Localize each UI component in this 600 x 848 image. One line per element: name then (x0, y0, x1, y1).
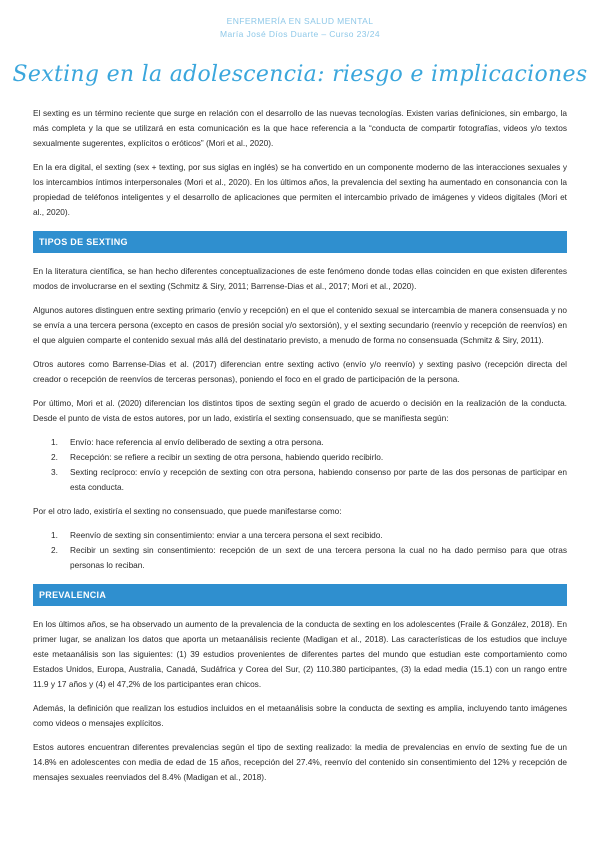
document-body (33, 106, 567, 785)
consensual-sexting-list (33, 435, 567, 495)
intro-paragraph-1: El sexting es un término reciente que surge en relación con el desarrollo de las nuevas tecnologías. Existen varias definiciones, sin embargo, la más completa y la que se utilizará en esta comunicación es la que hace referencia a la “conducta de compartir fotografías, videos y/o textos sexualmente sugerentes, explícitos o eróticos” (Mori et al., 2020). (33, 108, 567, 148)
document-title: Sexting en la adolescencia: riesgo e implicaciones (12, 62, 588, 87)
intro-paragraph-2: En la era digital, el sexting (sex + texting, por sus siglas en inglés) se ha convertido en un componente moderno de las interacciones sexuales y los intercambios íntimos interpersonales (Mori et al., 2020). En los últimos años, la prevalencia del sexting ha aumentado en consonancia con la propiedad de teléfonos inteligentes y el desarrollo de aplicaciones que permiten el intercambio privado de imágenes y videos digitales (Mori et al., 2020). (33, 162, 567, 217)
tipos-paragraph-2: Algunos autores distinguen entre sexting primario (envío y recepción) en el que el contenido sexual se intercambia de manera consensuada y no se envía a una tercera persona (excepto en casos de presión social y/o sextorsión), y el sexting secundario (reenvío y recepción de reenvíos) en el que alguien comparte el contenido sexual más allá del destinatario previsto, a menudo de forma no consensuada (Schmitz & Siry, 2011). (33, 305, 567, 345)
header-author-line: María José Díos Duarte – Curso 23/24 (220, 29, 380, 39)
tipos-paragraph-1: En la literatura científica, se han hecho diferentes conceptualizaciones de este fenómeno donde todas ellas coinciden en que existen diferentes modos de involucrarse en el sexting (Schmitz & Siry, 2011; Barrense-Dias et al., 2017; Mori et al., 2020). (33, 266, 567, 291)
list-item: 2. Recibir un sexting sin consentimiento: recepción de un sext de una tercera persona la cual no ha dado permiso para que otras personas lo reciban. (51, 545, 567, 570)
list-item: 2. Recepción: se refiere a recibir un sexting de otra persona, habiendo querido recibirlo. (51, 452, 384, 462)
tipos-paragraph-5: Por el otro lado, existiría el sexting no consensuado, que puede manifestarse como: (33, 506, 342, 516)
list-item: 3. Sexting recíproco: envío y recepción de sexting con otra persona, habiendo consenso por parte de las dos personas de participar en esta conducta. (51, 467, 567, 492)
tipos-paragraph-3: Otros autores como Barrense-Dias et al. (2017) diferencian entre sexting activo (envío y/o reenvío) y sexting pasivo (recepción directa del creador o recepción de reenvíos de terceras personas), poniendo el foco en el grado de participación de la persona. (33, 359, 567, 384)
header-course-title: ENFERMERÍA EN SALUD MENTAL (226, 16, 374, 26)
section-heading-tipos: TIPOS DE SEXTING (33, 231, 567, 253)
list-item: 1. Reenvío de sexting sin consentimiento: enviar a una tercera persona el sext recibido. (51, 530, 383, 540)
prevalencia-paragraph-1: En los últimos años, se ha observado un aumento de la prevalencia de la conducta de sexting en los adolescentes (Fraile & González, 2018). En primer lugar, se analizan los datos que aporta un metaanálisis reciente (Madigan et al., 2018). Las características de los estudios que incluye este metaanálisis son las siguientes: (1) 39 estudios provenientes de diferentes partes del mundo que estudian este comportamiento como Estados Unidos, Europa, Australia, Canadá, Sudáfrica y Corea del Sur, (2) 110.380 participantes, (3) la edad media (15.1) con un rango entre 11.9 y 17 años y (4) el 47,2% de los participantes eran chicos. (33, 619, 567, 689)
prevalencia-paragraph-3: Estos autores encuentran diferentes prevalencias según el tipo de sexting realizado: la media de prevalencias en envío de sexting fue de un 14.8% en adolescentes con media de edad de 15 años, recepción del 27.4%, reenvío del contenido sin consentimiento del 12% y recepción de mensajes sexuales reenviados del 8.4% (Madigan et al., 2018). (33, 742, 567, 782)
tipos-paragraph-4: Por último, Mori et al. (2020) diferencian los distintos tipos de sexting según el grado de acuerdo o decisión en la realización de la conducta. Desde el punto de vista de estos autores, por un lado, existiría el sexting consensuado, que se manifiesta según: (33, 398, 567, 423)
nonconsensual-sexting-list (33, 528, 567, 573)
prevalencia-paragraph-2: Además, la definición que realizan los estudios incluidos en el metaanálisis sobre la conducta de sexting es amplia, incluyendo tanto imágenes como videos o mensajes explícitos. (33, 703, 567, 728)
page-header (0, 15, 600, 41)
section-heading-prevalencia: PREVALENCIA (33, 584, 567, 606)
list-item: 1. Envío: hace referencia al envío deliberado de sexting a otra persona. (51, 437, 324, 447)
